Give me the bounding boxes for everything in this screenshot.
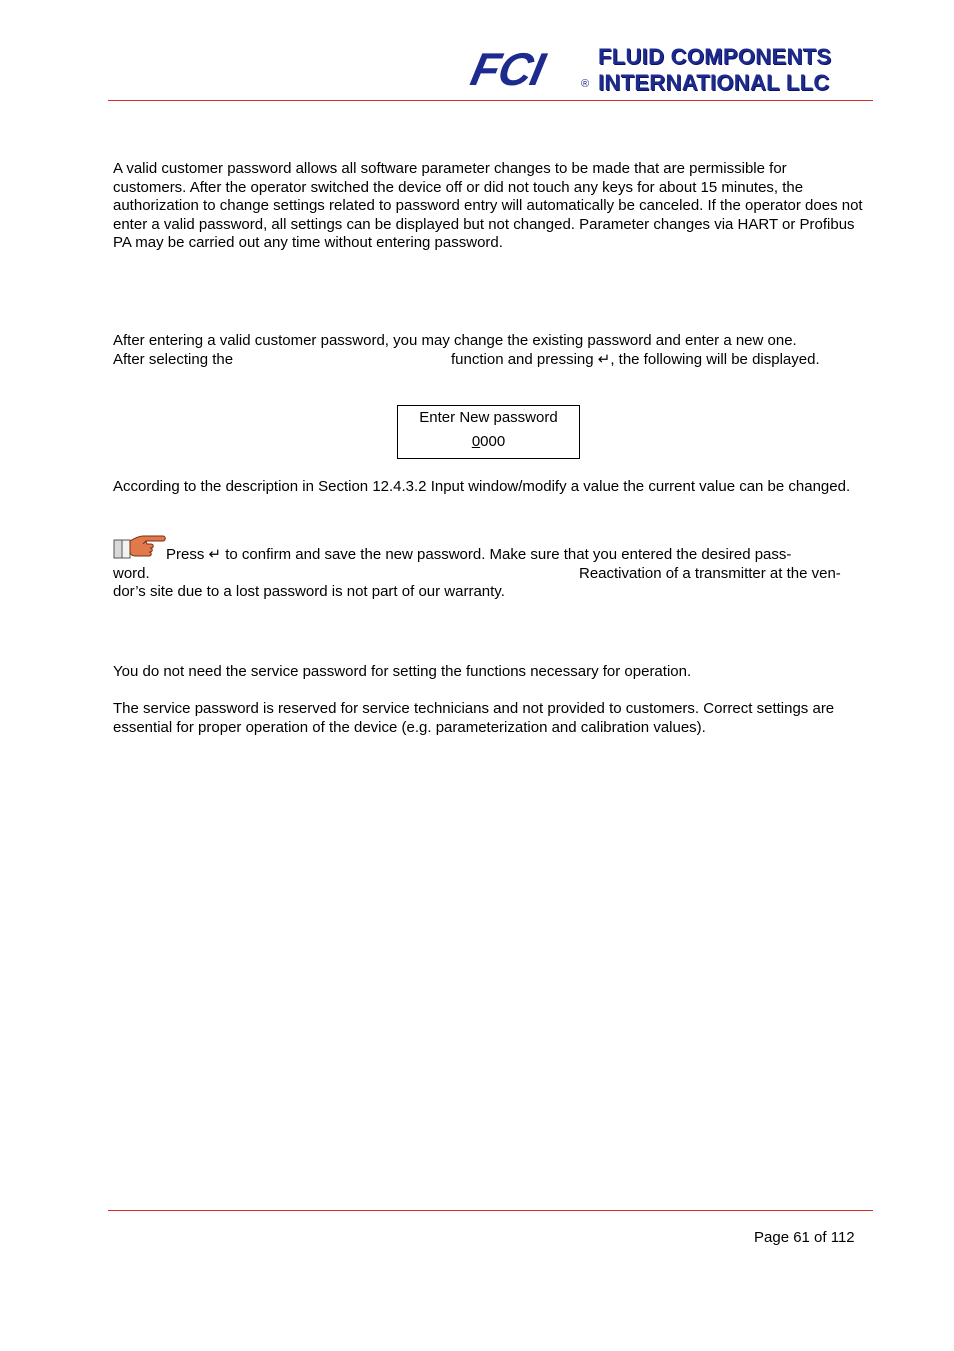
company-logo <box>466 43 864 96</box>
line-start-text: After selecting the <box>113 350 234 368</box>
paragraph-input-window-reference: According to the description in Section 12.4.3.2 Input window/modify a value the current value can be changed. <box>113 478 851 495</box>
display-window <box>397 405 580 459</box>
page-number: Page 61 of 112 <box>754 1229 855 1246</box>
registered-mark: ® <box>581 78 590 90</box>
remaining-digits: 000 <box>480 433 506 450</box>
note-line-start: word. <box>113 564 150 582</box>
note-line <box>113 565 863 584</box>
cursor-digit: 0 <box>471 433 481 450</box>
header-rule <box>108 100 873 101</box>
paragraph-customer-password: A valid customer password allows all software parameter changes to be made that are permissible for customers. After the operator switched the device off or did not touch any keys for about 15 minutes, the authorization to change settings related to password entry will automatically be canceled. If the operator does not enter a valid password, all settings can be displayed but not changed. Parameter changes via HART or Profibus PA may be carried out any time without entering password. <box>113 160 863 251</box>
note-line: Press ↵ to confirm and save the new password. Make sure that you entered the desired pass- <box>166 546 792 563</box>
logo-line-2: INTERNATIONAL LLC <box>598 70 830 95</box>
paragraph-service-password-not-needed: You do not need the service password for setting the functions necessary for operation. <box>113 663 692 680</box>
paragraph-line: After entering a valid customer password, you may change the existing password and enter a new one. <box>113 332 797 349</box>
display-prompt: Enter New password <box>419 409 558 426</box>
display-value <box>398 433 579 450</box>
paragraph-service-password-reserved: The service password is reserved for service technicians and not provided to customers. Correct settings are essential for proper operation of the device (e.g. parameterization and calibration values). <box>113 700 835 736</box>
note-line-end: Reactivation of a transmitter at the ven- <box>579 564 841 582</box>
note-warning <box>113 546 863 602</box>
logo-mark: FCI <box>466 43 549 95</box>
line-end-text: function and pressing ↵, the following will be displayed. <box>451 350 820 368</box>
logo-line-1: FLUID COMPONENTS <box>598 44 832 69</box>
footer-rule <box>108 1210 873 1211</box>
note-line: dor’s site due to a lost password is not part of our warranty. <box>113 583 505 600</box>
paragraph-change-password-intro <box>113 332 863 369</box>
paragraph-line <box>113 351 863 370</box>
